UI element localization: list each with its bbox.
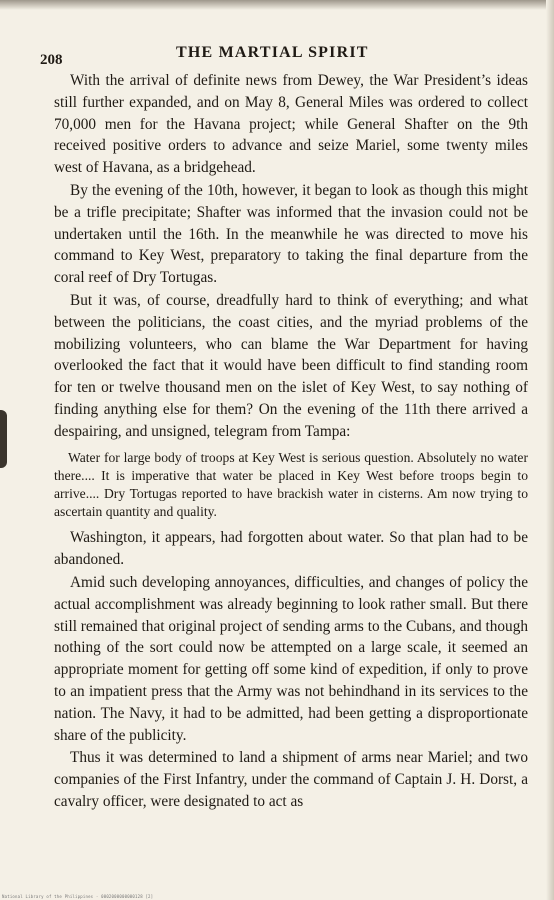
scan-mark: [0, 410, 7, 468]
scan-footer: National Library of the Philippines · 0002000000000128 [2]: [2, 894, 154, 899]
page-header: [36, 44, 526, 66]
paragraph-6: Thus it was determined to land a shipment of arms near Mariel; and two companies of the First Infantry, under the command of Captain J. H. Dorst, a cavalry officer, were designated to act as: [54, 749, 528, 810]
page-top-shadow: [0, 0, 554, 10]
paragraph-1: With the arrival of definite news from Dewey, the War President’s ideas still further expanded, and on May 8, General Miles was ordered to collect 70,000 men for the Havana project; while General Shafter on the 9th received positive orders to advance and seize Mariel, some twenty miles west of Havana, as a bridgehead.: [54, 72, 528, 177]
paragraph-3: But it was, of course, dreadfully hard to think of everything; and what between the politicians, the coast cities, and the myriad problems of the mobilizing volunteers, who can blame the War Department for having overlooked the fact that it would have been difficult to find standing room for ten or twelve thousand men on the islet of Key West, to say nothing of finding anything else for them? On the evening of the 11th there arrived a despairing, and unsigned, telegram from Tampa:: [54, 291, 528, 440]
telegram-quote: Water for large body of troops at Key West is serious question. Absolutely no water there.... It is imperative that water be placed in Key West before troops begin to arrive.... Dry Tortugas reported to have brackish water in cisterns. Am now trying to ascertain quantity and quality.: [54, 449, 528, 520]
running-title: THE MARTIAL SPIRIT: [176, 44, 369, 61]
page-right-edge: [546, 0, 554, 900]
paragraph-5: Amid such developing annoyances, difficulties, and changes of policy the actual accomplishment was already beginning to look rather small. But there still remained that original project of sending arms to the Cubans, and though nothing of the sort could now be attempted on a large scale, it seemed an appropriate moment for getting off some kind of expedition, if only to prove to an impatient press that the Army was not behindhand in its services to the nation. The Navy, it had to be admitted, had been getting a disproportionate share of the publicity.: [54, 573, 528, 744]
body-text: [54, 70, 528, 814]
paragraph-2: By the evening of the 10th, however, it began to look as though this might be a trifle precipitate; Shafter was informed that the invasion could not be undertaken until the 16th. In the meanwhile he was directed to move his command to Key West, preparatory to taking the final departure from the coral reef of Dry Tortugas.: [54, 181, 528, 287]
paragraph-4: Washington, it appears, had forgotten about water. So that plan had to be abandoned.: [54, 529, 528, 569]
page-number: 208: [40, 52, 63, 68]
